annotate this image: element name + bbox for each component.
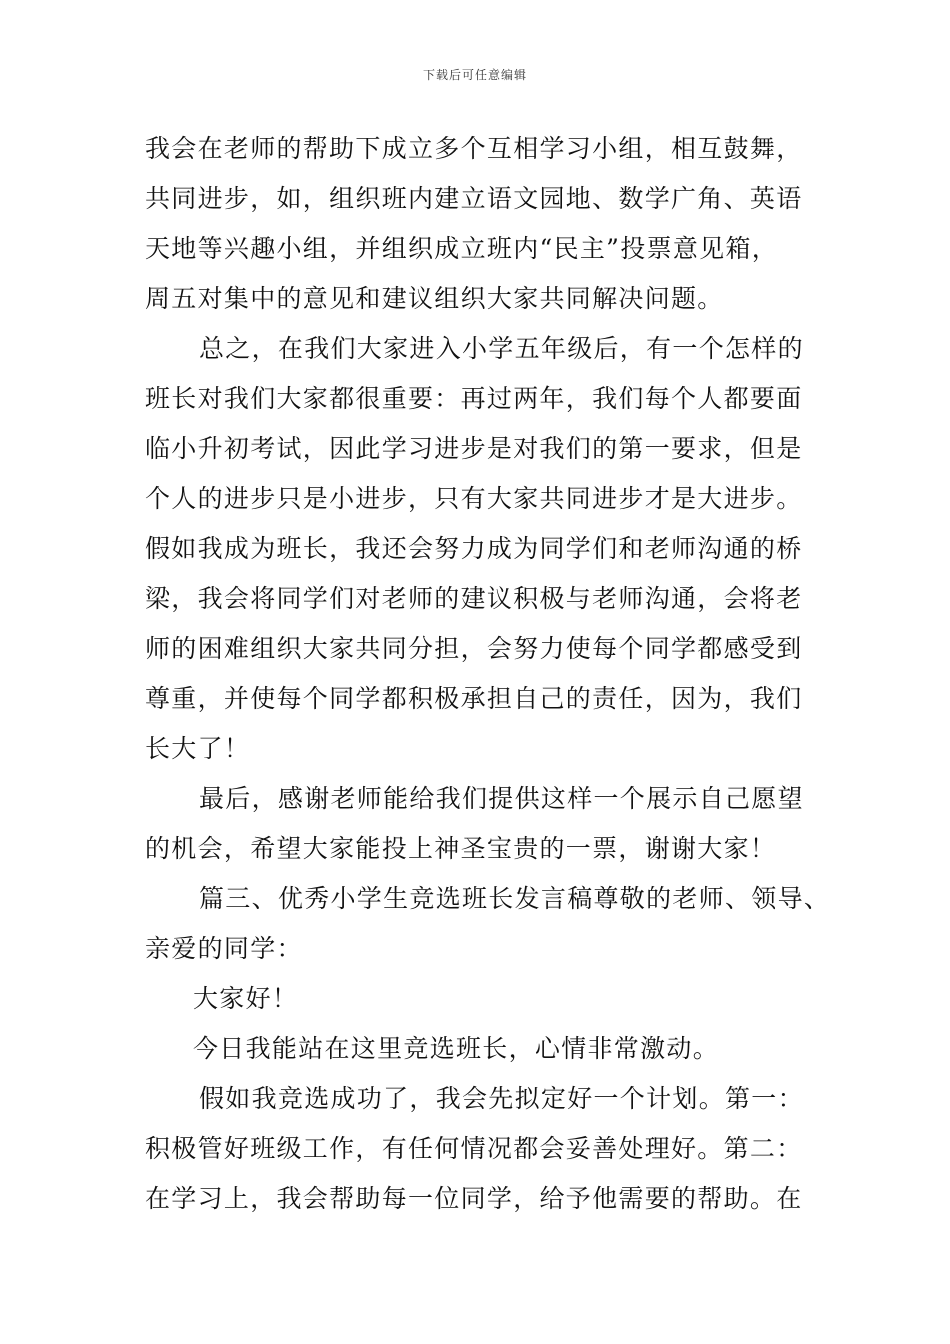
- text-line: 班长对我们大家都很重要：再过两年，我们每个人都要面: [145, 384, 803, 413]
- section-heading: 篇三、优秀小学生竞选班长发言稿尊敬的老师、领导、: [199, 884, 831, 913]
- text-line: 的机会，希望大家能投上神圣宝贵的一票，谢谢大家！: [145, 834, 777, 863]
- text-line: 在学习上，我会帮助每一位同学，给予他需要的帮助。在: [145, 1184, 803, 1213]
- page-header: 下载后可任意编辑: [422, 68, 527, 82]
- text-line: 今日我能站在这里竞选班长，心情非常激动。: [193, 1034, 720, 1063]
- text-line: 假如我成为班长，我还会努力成为同学们和老师沟通的桥: [145, 534, 803, 563]
- text-line: 假如我竞选成功了，我会先拟定好一个计划。第一：: [199, 1084, 804, 1113]
- text-line: 师的困难组织大家共同分担，会努力使每个同学都感受到: [145, 634, 803, 663]
- text-line: 尊重，并使每个同学都积极承担自己的责任，因为，我们: [145, 684, 803, 713]
- text-line: 最后，感谢老师能给我们提供这样一个展示自己愿望: [199, 784, 804, 813]
- text-line: 亲爱的同学：: [145, 934, 303, 963]
- text-line: 梁，我会将同学们对老师的建议积极与老师沟通，会将老: [145, 584, 803, 613]
- text-line: 天地等兴趣小组，并组织成立班内“民主”投票意见箱，: [145, 234, 779, 263]
- text-line: 临小升初考试，因此学习进步是对我们的第一要求，但是: [145, 434, 803, 463]
- text-line: 积极管好班级工作，有任何情况都会妥善处理好。第二：: [145, 1134, 803, 1163]
- text-line: 共同进步，如，组织班内建立语文园地、数学广角、英语: [145, 184, 803, 213]
- text-line: 总之，在我们大家进入小学五年级后，有一个怎样的: [199, 334, 804, 363]
- text-line: 我会在老师的帮助下成立多个互相学习小组，相互鼓舞，: [145, 134, 803, 163]
- text-line: 周五对集中的意见和建议组织大家共同解决问题。: [145, 284, 724, 313]
- text-line: 个人的进步只是小进步，只有大家共同进步才是大进步。: [145, 484, 803, 513]
- text-line: 大家好！: [193, 984, 299, 1013]
- text-line: 长大了！: [145, 734, 251, 763]
